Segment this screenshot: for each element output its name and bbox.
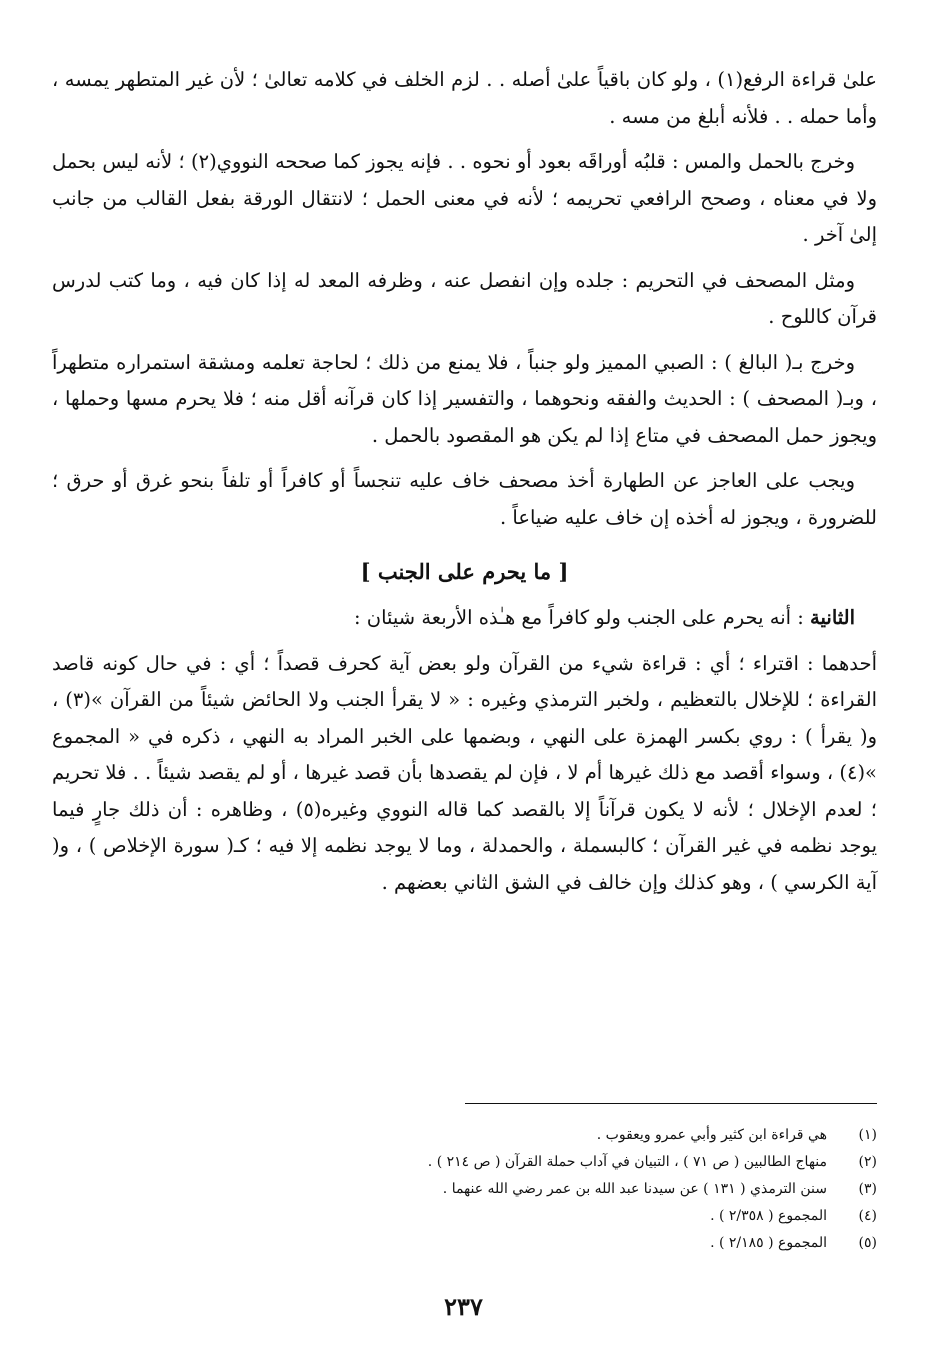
footnote-divider — [465, 1103, 877, 1104]
second-text: : أنه يحرم على الجنب ولو كافراً مع هـٰذه الأربعة شيئان : — [354, 606, 811, 629]
paragraph-5: ويجب على العاجز عن الطهارة أخذ مصحف خاف عليه تنجساً أو كافراً أو تلفاً بنحو غرق أو حرق ؛ للضرورة ، ويجوز له أخذه إن خاف عليه ضياعاً . — [52, 469, 877, 529]
footnote-2 — [60, 1149, 877, 1176]
footnote-text: منهاج الطالبين ( ص ٧١ ) ، التبيان في آداب حملة القرآن ( ص ٢١٤ ) . — [427, 1154, 827, 1170]
footnote-3 — [60, 1176, 877, 1203]
footnote-text: سنن الترمذي ( ١٣١ ) عن سيدنا عبد الله بن عمر رضي الله عنهما . — [442, 1181, 827, 1197]
footnote-number: (٣) — [858, 1181, 877, 1197]
main-text — [52, 62, 877, 910]
footnote-number: (٤) — [858, 1208, 877, 1224]
paragraph-4: وخرج بـ( البالغ ) : الصبي المميز ولو جنباً ، فلا يمنع من ذلك ؛ لحاجة تعلمه ومشقة استمراره متطهراً ، وبـ( المصحف ) : الحديث والفقه ونحوهما ، والتفسير إذا كان قرآنه أقل منه ؛ فلا يحرم مسها وحملها ، ويجوز حمل المصحف في متاع إذا لم يكن هو المقصود بالحمل . — [52, 350, 877, 447]
footnote-number: (٢) — [858, 1154, 877, 1170]
footnote-5 — [60, 1230, 877, 1257]
footnote-number: (٥) — [858, 1235, 877, 1251]
paragraph-3: ومثل المصحف في التحريم : جلده وإن انفصل عنه ، وظرفه المعد له إذا كان فيه ، وما كتب لدرس قرآن كاللوح . — [52, 268, 877, 328]
footnote-text: المجموع ( ٢/١٨٥ ) . — [710, 1235, 827, 1251]
paragraph-2: وخرج بالحمل والمس : قلبُه أوراقَه بعود أو نحوه . . فإنه يجوز كما صححه النووي(٢) ؛ لأنه ليس بحمل ولا في معناه ، وصحح الرافعي تحريمه ؛ لأنه في معنى الحمل ؛ لانتقال الورقة بفعل القالب من جانب إلىٰ آخر . — [52, 150, 877, 246]
second-prohibition — [52, 600, 877, 637]
footnotes — [60, 1122, 877, 1257]
paragraph-1: علىٰ قراءة الرفع(١) ، ولو كان باقياً علىٰ أصله . . لزم الخلف في كلامه تعالىٰ ؛ لأن غير المتطهر يمسه ، وأما حمله . . فلأنه أبلغ من مسه . — [52, 68, 877, 128]
footnote-number: (١) — [858, 1127, 877, 1143]
second-label: الثانية — [810, 606, 855, 629]
footnote-1 — [60, 1122, 877, 1149]
footnote-text: هي قراءة ابن كثير وأبي عمرو ويعقوب . — [596, 1127, 827, 1143]
page-number: ٢٣٧ — [444, 1292, 483, 1321]
footnote-text: المجموع ( ٢/٣٥٨ ) . — [710, 1208, 827, 1224]
first-item-paragraph: أحدهما : اقتراء ؛ أي : قراءة شيء من القرآن ولو بعض آية كحرف قصداً ؛ أي : في حال كونه قاصد القراءة ؛ للإخلال بالتعظيم ، ولخبر الترمذي وغيره : « لا يقرأ الجنب ولا الحائض شيئاً من القرآن »(٣) ، و( يقرأ ) : روي بكسر الهمزة على النهي ، وبضمها على الخبر المراد به النهي ، ذكره في « المجموع »(٤) ، وسواء أقصد مع ذلك غيرها أم لا ، فإن لم يقصدها بأن قصد غيرها ، أو لم يقصد شيئاً . . فلا تحريم ؛ لعدم الإخلال ؛ لأنه لا يكون قرآناً إلا بالقصد كما قاله النووي وغيره(٥) ، وظاهره : أن ذلك جارٍ فيما يوجد نظمه في غير القرآن ؛ كالبسملة ، والحمدلة ، وما لا يوجد نظمه إلا فيه ؛ كـ( سورة الإخلاص ) ، و( آية الكرسي ) ، وهو كذلك وإن خالف في الشق الثاني بعضهم . — [52, 651, 877, 894]
section-heading: [ ما يحرم على الجنب ] — [360, 559, 569, 584]
footnote-4 — [60, 1203, 877, 1230]
